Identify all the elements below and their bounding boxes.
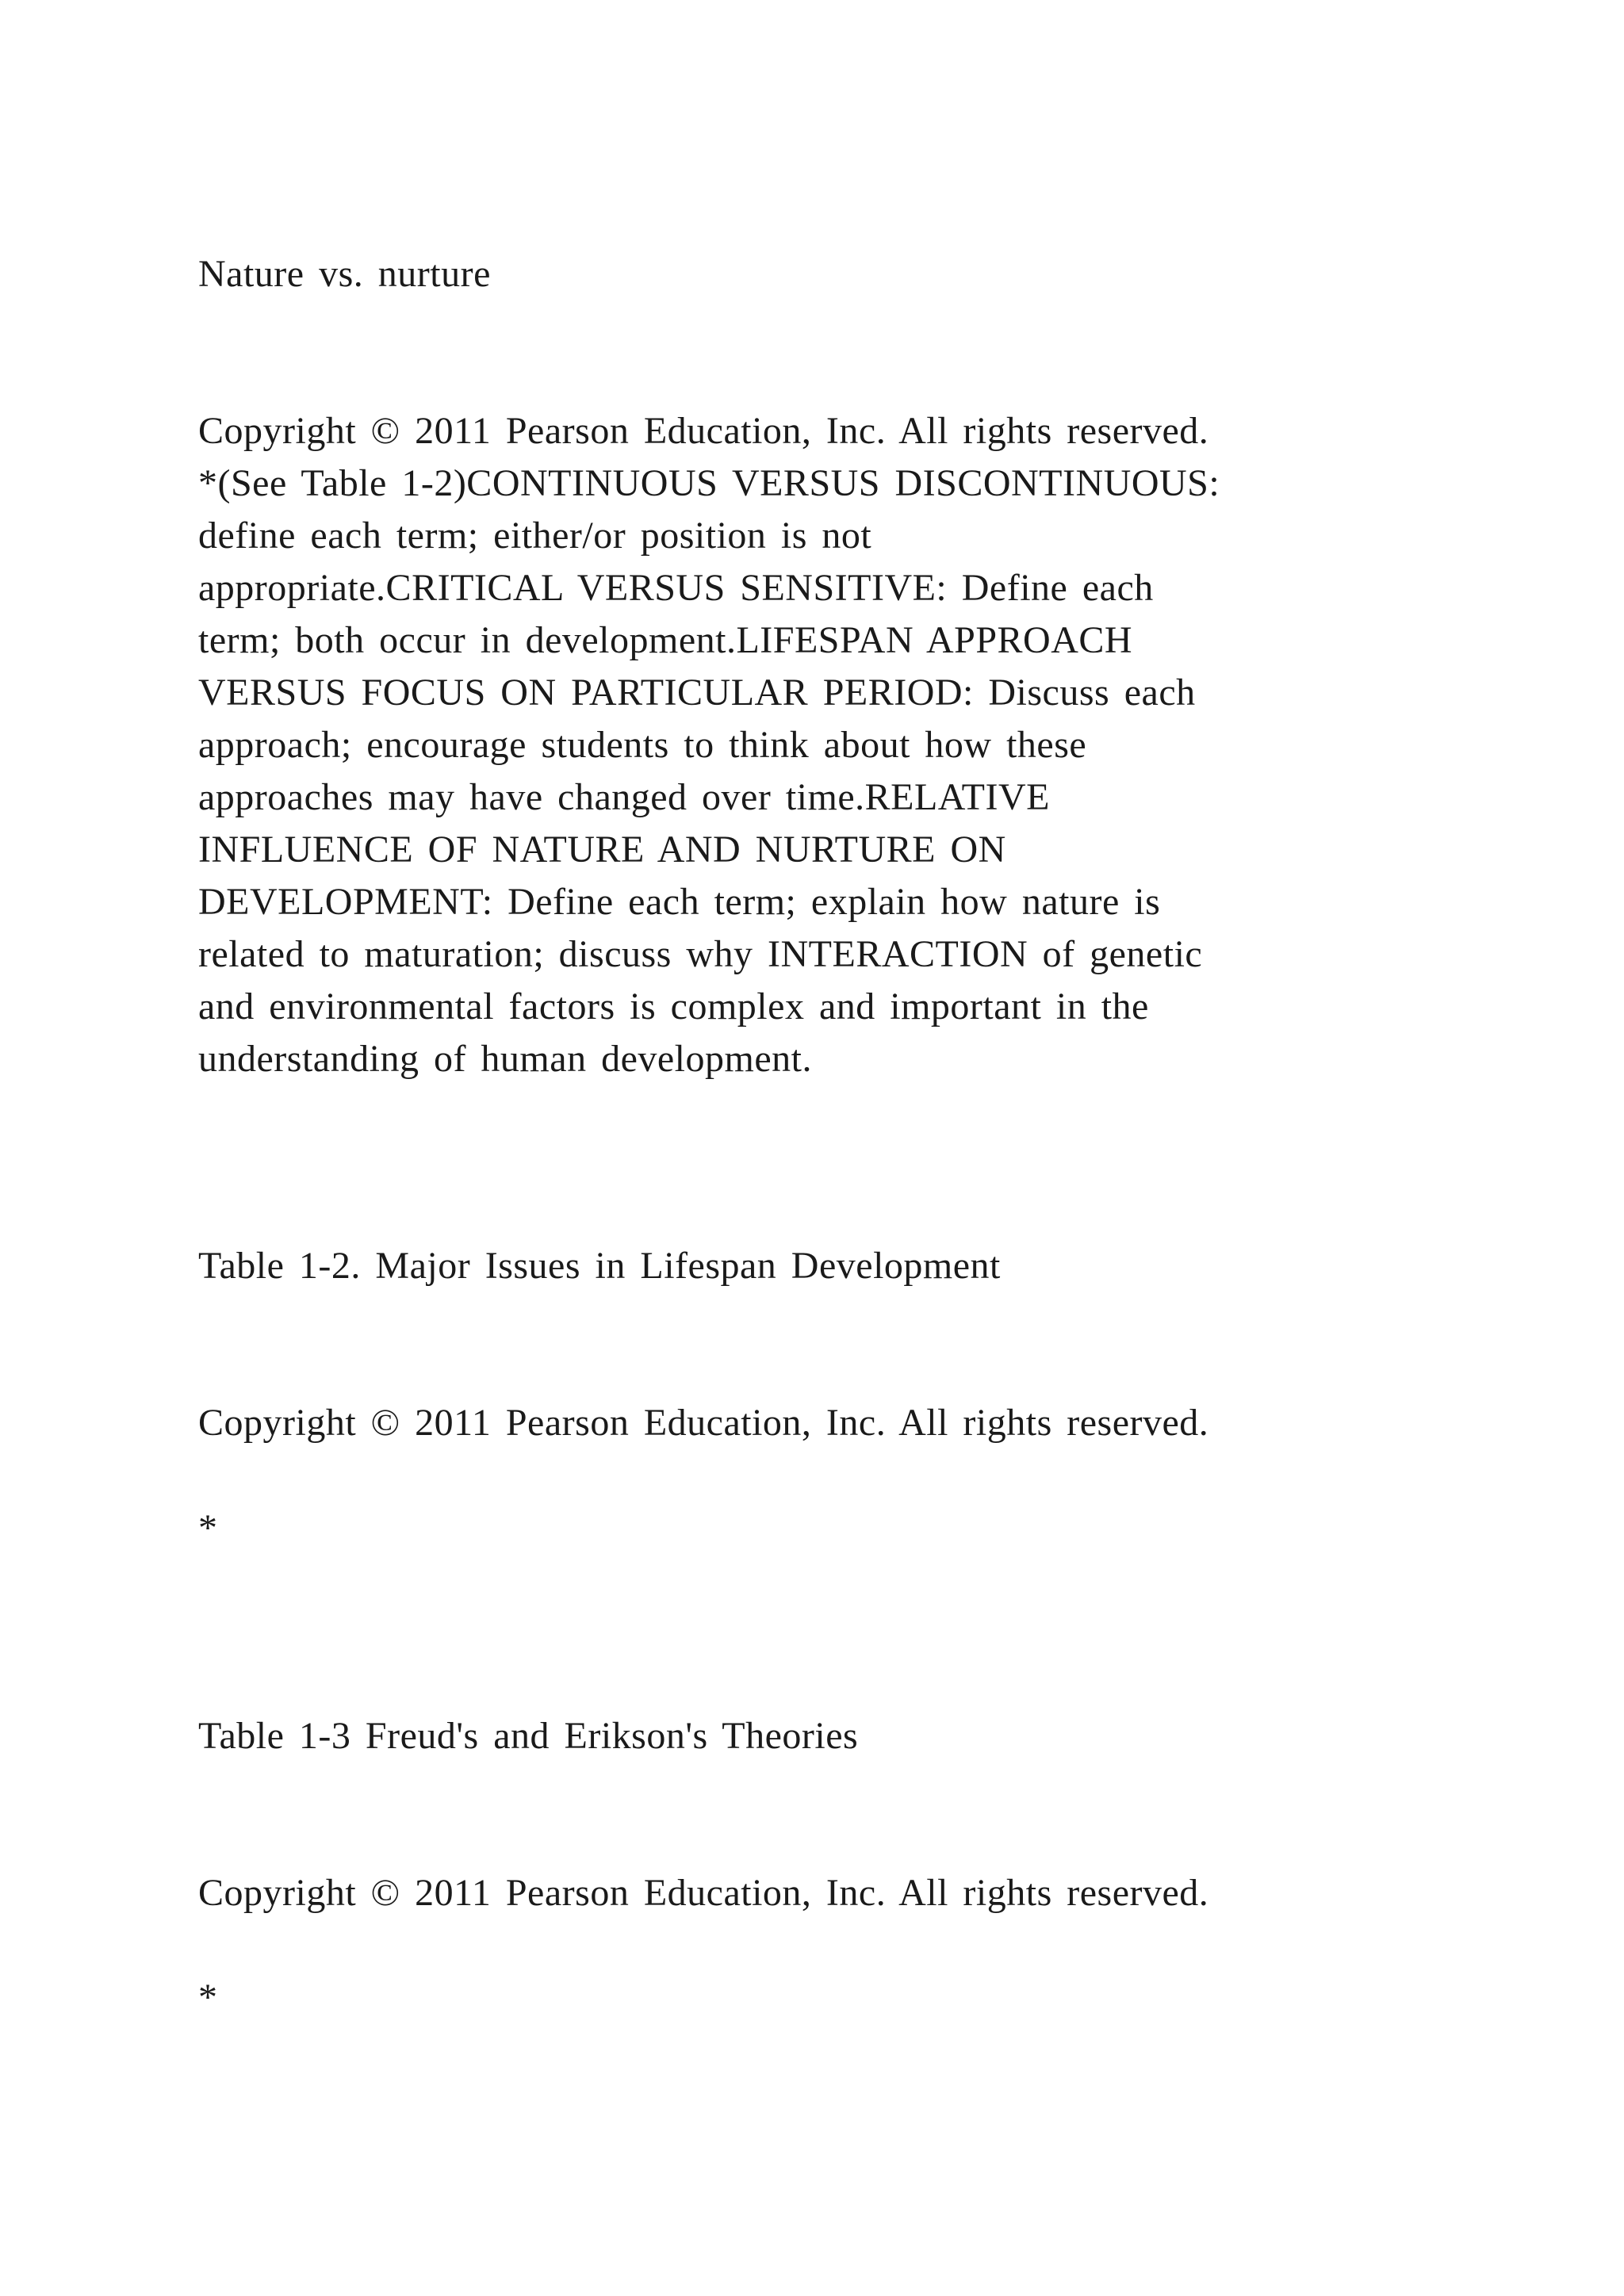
notes-line: define each term; either/or position is not [198, 515, 872, 557]
notes-line: INFLUENCE OF NATURE AND NURTURE ON [198, 828, 1006, 871]
notes-line: understanding of human development. [198, 1038, 812, 1080]
notes-line: *(See Table 1-2)CONTINUOUS VERSUS DISCONTINUOUS: [198, 462, 1220, 504]
notes-line: related to maturation; discuss why INTERACTION of genetic [198, 933, 1203, 975]
notes-line: and environmental factors is complex and important in the [198, 985, 1149, 1027]
notes-line: appropriate.CRITICAL VERSUS SENSITIVE: Define each [198, 567, 1154, 609]
notes-line: DEVELOPMENT: Define each term; explain how nature is [198, 881, 1161, 923]
notes-line: approach; encourage students to think about how these [198, 724, 1087, 766]
notes-line: approaches may have changed over time.RELATIVE [198, 776, 1050, 818]
heading-nature-vs-nurture: Nature vs. nurture [198, 253, 491, 295]
copyright-line-2: Copyright © 2011 Pearson Education, Inc. All rights reserved. [198, 1402, 1209, 1444]
table-1-2-title: Table 1-2. Major Issues in Lifespan Development [198, 1245, 1001, 1287]
asterisk-marker-2: * [198, 1976, 218, 2019]
table-1-3-title: Table 1-3 Freud's and Erikson's Theories [198, 1715, 859, 1757]
speaker-notes-paragraph [198, 457, 1467, 1085]
asterisk-marker-1: * [198, 1507, 218, 1549]
copyright-line-3: Copyright © 2011 Pearson Education, Inc. All rights reserved. [198, 1872, 1209, 1914]
copyright-line-1: Copyright © 2011 Pearson Education, Inc. All rights reserved. [198, 410, 1209, 452]
notes-line: term; both occur in development.LIFESPAN APPROACH [198, 619, 1133, 661]
notes-line: VERSUS FOCUS ON PARTICULAR PERIOD: Discuss each [198, 672, 1196, 714]
